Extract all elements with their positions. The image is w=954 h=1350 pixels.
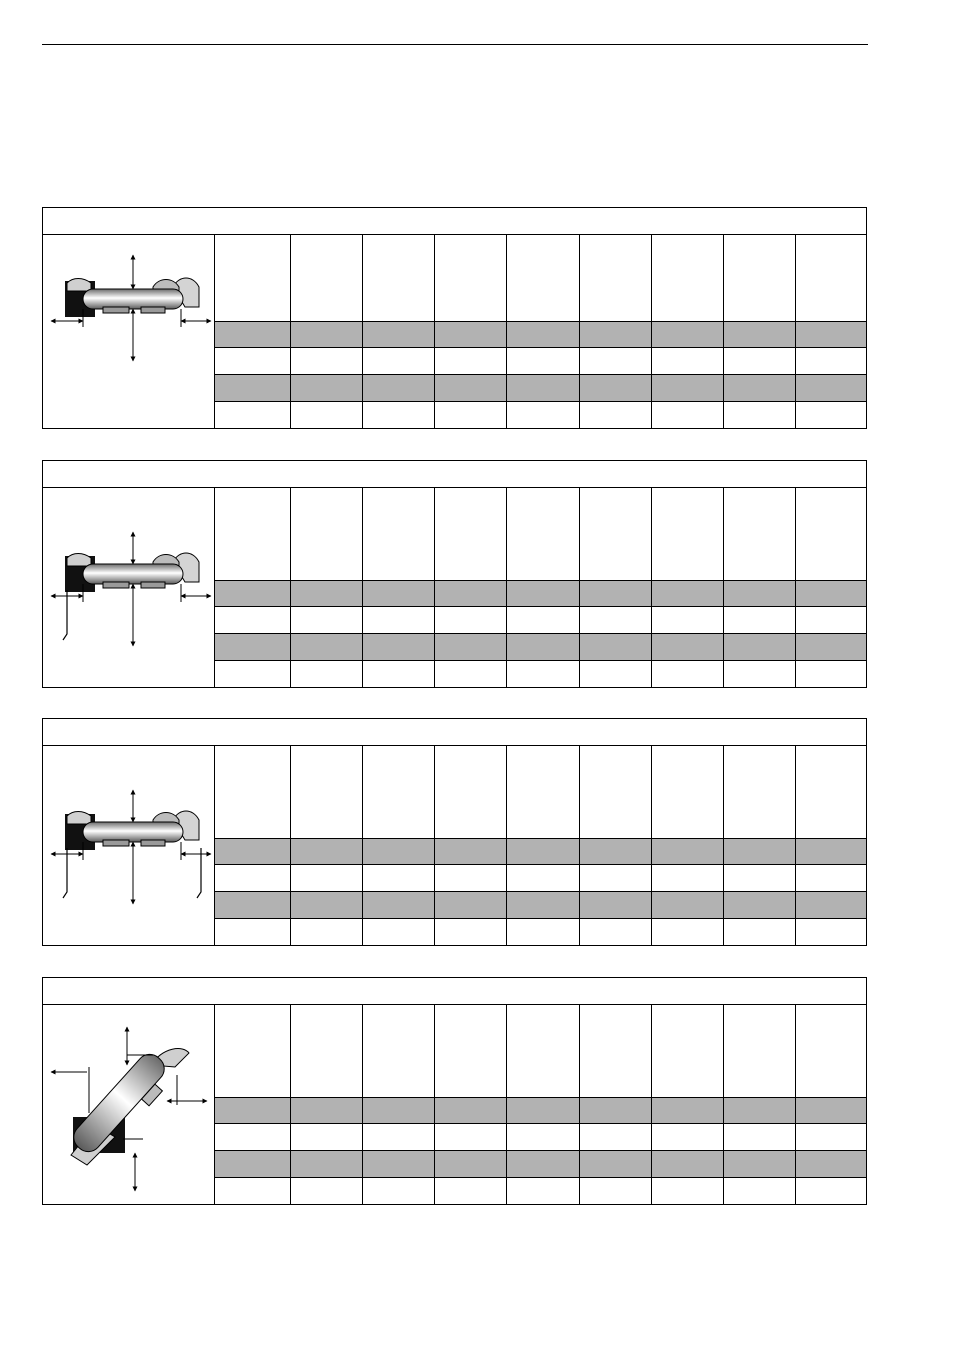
table-cell — [506, 348, 579, 374]
table-cell — [434, 1151, 506, 1177]
table-cell — [434, 661, 506, 687]
table-cell — [795, 892, 866, 918]
table-cell — [579, 1005, 651, 1097]
table-cell — [215, 892, 290, 918]
table-row — [215, 918, 866, 945]
table-cell — [434, 348, 506, 374]
table-cell — [506, 607, 579, 633]
panel-illustration — [43, 488, 215, 687]
valve-drawing — [43, 235, 215, 428]
table-cell — [434, 1098, 506, 1124]
table-row — [215, 488, 866, 580]
table-cell — [579, 892, 651, 918]
spec-panel-3 — [42, 718, 867, 946]
table-cell — [506, 581, 579, 607]
panel-illustration — [43, 235, 215, 428]
table-row — [215, 1097, 866, 1124]
table-cell — [723, 746, 795, 838]
page-top-rule — [42, 44, 868, 45]
table-cell — [215, 322, 290, 348]
table-cell — [579, 1124, 651, 1150]
table-cell — [362, 865, 434, 891]
table-cell — [795, 634, 866, 660]
table-cell — [651, 1151, 723, 1177]
table-cell — [795, 839, 866, 865]
table-cell — [290, 1124, 362, 1150]
table-cell — [215, 402, 290, 428]
table-cell — [215, 839, 290, 865]
table-row — [215, 1177, 866, 1204]
table-cell — [362, 892, 434, 918]
table-cell — [434, 839, 506, 865]
table-cell — [795, 1098, 866, 1124]
table-cell — [290, 1005, 362, 1097]
table-cell — [506, 919, 579, 945]
table-cell — [723, 1005, 795, 1097]
table-cell — [362, 322, 434, 348]
table-cell — [651, 235, 723, 321]
table-cell — [723, 634, 795, 660]
table-cell — [215, 1005, 290, 1097]
table-cell — [362, 1151, 434, 1177]
table-cell — [362, 348, 434, 374]
table-cell — [506, 1098, 579, 1124]
table-row — [215, 1123, 866, 1150]
table-cell — [506, 746, 579, 838]
table-cell — [795, 402, 866, 428]
table-cell — [723, 1151, 795, 1177]
table-cell — [651, 607, 723, 633]
table-cell — [506, 1178, 579, 1204]
table-cell — [795, 865, 866, 891]
table-cell — [579, 322, 651, 348]
table-row — [215, 235, 866, 321]
table-cell — [795, 488, 866, 580]
table-cell — [795, 322, 866, 348]
table-cell — [795, 1124, 866, 1150]
table-cell — [215, 661, 290, 687]
table-cell — [506, 488, 579, 580]
table-cell — [795, 1005, 866, 1097]
table-row — [215, 401, 866, 428]
table-cell — [723, 235, 795, 321]
table-row — [215, 746, 866, 838]
table-cell — [506, 839, 579, 865]
table-cell — [651, 1178, 723, 1204]
table-cell — [362, 919, 434, 945]
table-row — [215, 891, 866, 918]
table-cell — [651, 839, 723, 865]
table-cell — [290, 322, 362, 348]
table-cell — [215, 1178, 290, 1204]
table-cell — [290, 607, 362, 633]
table-cell — [362, 1098, 434, 1124]
table-cell — [651, 865, 723, 891]
table-cell — [795, 581, 866, 607]
spec-table — [215, 1005, 866, 1204]
table-cell — [290, 375, 362, 401]
panel-title — [43, 719, 866, 746]
table-cell — [290, 402, 362, 428]
table-cell — [651, 1005, 723, 1097]
table-cell — [215, 348, 290, 374]
panel-title — [43, 461, 866, 488]
spec-panel-2 — [42, 460, 867, 688]
table-cell — [723, 1124, 795, 1150]
table-cell — [215, 634, 290, 660]
table-cell — [579, 1178, 651, 1204]
table-cell — [506, 375, 579, 401]
table-cell — [506, 1151, 579, 1177]
table-cell — [362, 375, 434, 401]
table-cell — [723, 1178, 795, 1204]
table-row — [215, 321, 866, 348]
table-cell — [579, 1151, 651, 1177]
table-cell — [290, 1178, 362, 1204]
table-cell — [362, 839, 434, 865]
table-row — [215, 1005, 866, 1097]
table-cell — [215, 1098, 290, 1124]
table-cell — [362, 1178, 434, 1204]
table-cell — [795, 1151, 866, 1177]
table-cell — [651, 746, 723, 838]
table-cell — [579, 865, 651, 891]
table-cell — [290, 488, 362, 580]
table-cell — [795, 1178, 866, 1204]
table-cell — [215, 375, 290, 401]
table-cell — [362, 581, 434, 607]
table-cell — [723, 322, 795, 348]
spec-table — [215, 488, 866, 687]
table-row — [215, 864, 866, 891]
table-cell — [434, 919, 506, 945]
table-cell — [506, 634, 579, 660]
panel-illustration — [43, 746, 215, 945]
table-cell — [434, 746, 506, 838]
valve-drawing — [43, 488, 215, 687]
table-cell — [215, 919, 290, 945]
table-cell — [290, 1151, 362, 1177]
table-cell — [723, 488, 795, 580]
table-cell — [723, 348, 795, 374]
table-cell — [362, 1005, 434, 1097]
table-cell — [434, 581, 506, 607]
table-row — [215, 374, 866, 401]
table-cell — [579, 1098, 651, 1124]
table-cell — [290, 634, 362, 660]
table-cell — [434, 892, 506, 918]
table-cell — [290, 865, 362, 891]
table-cell — [723, 865, 795, 891]
table-cell — [795, 607, 866, 633]
panel-title — [43, 978, 866, 1005]
table-cell — [362, 402, 434, 428]
table-cell — [579, 488, 651, 580]
table-cell — [723, 1098, 795, 1124]
table-cell — [579, 402, 651, 428]
table-cell — [579, 235, 651, 321]
table-cell — [434, 865, 506, 891]
table-cell — [434, 607, 506, 633]
panel-illustration — [43, 1005, 215, 1204]
table-cell — [434, 402, 506, 428]
table-cell — [651, 488, 723, 580]
table-cell — [795, 348, 866, 374]
table-cell — [215, 607, 290, 633]
table-cell — [795, 746, 866, 838]
valve-drawing — [43, 1005, 215, 1204]
spec-table — [215, 235, 866, 428]
table-cell — [723, 581, 795, 607]
table-cell — [434, 235, 506, 321]
table-cell — [506, 661, 579, 687]
angled-valve-body — [68, 1049, 189, 1165]
table-row — [215, 580, 866, 607]
table-cell — [651, 1098, 723, 1124]
table-cell — [651, 634, 723, 660]
table-cell — [651, 1124, 723, 1150]
table-cell — [290, 746, 362, 838]
table-cell — [723, 375, 795, 401]
table-row — [215, 633, 866, 660]
table-cell — [362, 634, 434, 660]
table-cell — [579, 661, 651, 687]
table-cell — [434, 634, 506, 660]
spec-panel-1 — [42, 207, 867, 429]
table-cell — [651, 402, 723, 428]
valve-drawing — [43, 746, 215, 945]
table-cell — [579, 348, 651, 374]
flat-valve-body — [65, 553, 199, 592]
table-cell — [506, 402, 579, 428]
table-cell — [215, 581, 290, 607]
table-cell — [215, 488, 290, 580]
table-cell — [579, 634, 651, 660]
table-cell — [215, 1124, 290, 1150]
table-cell — [651, 661, 723, 687]
flat-valve-body — [65, 278, 199, 317]
table-cell — [723, 402, 795, 428]
table-cell — [362, 607, 434, 633]
table-cell — [506, 892, 579, 918]
table-cell — [215, 746, 290, 838]
table-row — [215, 347, 866, 374]
table-cell — [651, 892, 723, 918]
table-cell — [362, 1124, 434, 1150]
table-cell — [795, 919, 866, 945]
table-cell — [723, 661, 795, 687]
table-cell — [723, 607, 795, 633]
table-cell — [290, 839, 362, 865]
table-cell — [362, 235, 434, 321]
table-cell — [506, 865, 579, 891]
flat-valve-body — [65, 811, 199, 850]
table-cell — [506, 1005, 579, 1097]
panel-title — [43, 208, 866, 235]
spec-table — [215, 746, 866, 945]
table-cell — [362, 488, 434, 580]
table-cell — [215, 235, 290, 321]
table-cell — [434, 375, 506, 401]
table-cell — [434, 1124, 506, 1150]
table-cell — [215, 865, 290, 891]
table-cell — [651, 919, 723, 945]
table-cell — [215, 1151, 290, 1177]
table-cell — [506, 1124, 579, 1150]
table-cell — [290, 1098, 362, 1124]
table-cell — [723, 839, 795, 865]
table-cell — [723, 919, 795, 945]
table-cell — [651, 348, 723, 374]
table-cell — [579, 839, 651, 865]
table-cell — [579, 581, 651, 607]
table-cell — [434, 322, 506, 348]
table-row — [215, 838, 866, 865]
table-cell — [290, 661, 362, 687]
table-cell — [579, 919, 651, 945]
table-row — [215, 606, 866, 633]
table-cell — [290, 892, 362, 918]
table-cell — [362, 746, 434, 838]
table-cell — [651, 581, 723, 607]
table-cell — [651, 375, 723, 401]
table-cell — [434, 488, 506, 580]
table-cell — [795, 375, 866, 401]
table-cell — [579, 375, 651, 401]
table-row — [215, 1150, 866, 1177]
table-cell — [579, 746, 651, 838]
table-cell — [651, 322, 723, 348]
spec-panel-4 — [42, 977, 867, 1205]
table-cell — [795, 235, 866, 321]
table-cell — [434, 1178, 506, 1204]
table-cell — [723, 892, 795, 918]
table-cell — [434, 1005, 506, 1097]
table-cell — [795, 661, 866, 687]
table-cell — [506, 235, 579, 321]
table-row — [215, 660, 866, 687]
table-cell — [290, 348, 362, 374]
table-cell — [506, 322, 579, 348]
table-cell — [362, 661, 434, 687]
table-cell — [290, 919, 362, 945]
table-cell — [290, 235, 362, 321]
table-cell — [290, 581, 362, 607]
table-cell — [579, 607, 651, 633]
